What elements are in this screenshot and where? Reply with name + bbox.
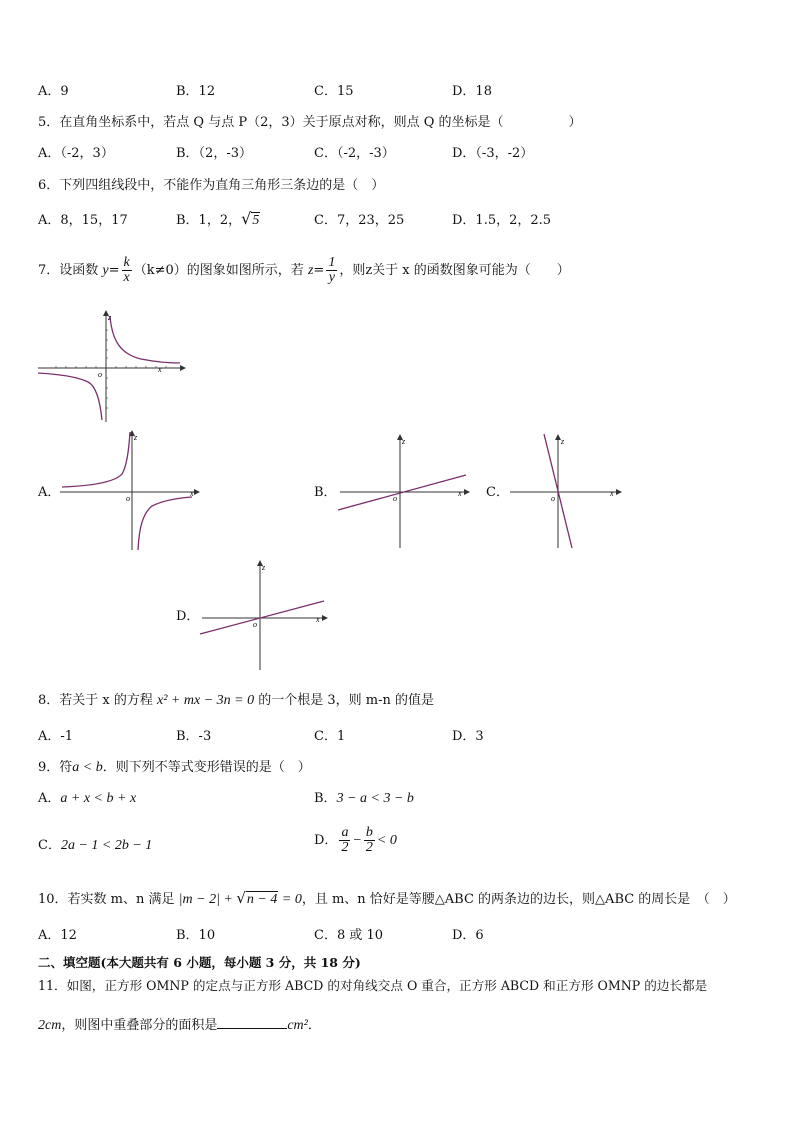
q7-stem — [38, 256, 570, 285]
q9-option-a-label: A． — [38, 791, 61, 806]
q10-option-c: C．8 或 10 — [314, 928, 384, 943]
q7-label-c: C． — [486, 485, 509, 500]
q7-condition: （k≠0）的图象如图所示，若 — [133, 263, 304, 278]
q6-option-b: B．1，2，√5 — [176, 209, 260, 228]
b-o-label: o — [393, 494, 397, 503]
q7-k-over-x — [122, 256, 132, 285]
q7-option-d-graph — [198, 558, 328, 672]
q7-label-a: A． — [38, 485, 61, 500]
q6-option-c: C．7，23，25 — [314, 213, 405, 228]
q7-y2: y — [328, 270, 335, 285]
q9-stem-post: ．则下列不等式变形错误的是（ ） — [102, 760, 311, 775]
q7-option-b-graph — [336, 432, 470, 550]
q6-option-a: A．8，15，17 — [38, 213, 128, 228]
b-x-arrow — [464, 489, 470, 495]
c-x-label: x — [610, 489, 614, 498]
q9-d-two-b: 2 — [365, 840, 373, 855]
q9-d-two-a: 2 — [341, 840, 349, 855]
q9-option-b-label: B． — [314, 791, 337, 806]
q9-condition: a < b — [72, 760, 103, 775]
a-o-label: o — [126, 494, 130, 503]
q5-option-b: B．（2，-3） — [176, 146, 252, 161]
q11-answer-blank[interactable] — [217, 1016, 287, 1029]
q8-stem — [38, 693, 434, 709]
q8-equation: x² + mx − 3n = 0 — [157, 693, 255, 708]
q10-abs: |m − 2| + — [178, 892, 237, 907]
q6-option-b-radicand: 5 — [252, 213, 260, 228]
q7-label-b: B． — [314, 485, 337, 500]
q9-d-b-over-2 — [364, 826, 375, 855]
main-z-label: z — [108, 313, 112, 322]
q8-stem-post: 的一个根是 3，则 m-n 的值是 — [258, 693, 434, 708]
q7-eq2: = — [313, 263, 325, 278]
q10-option-a: A．12 — [38, 928, 77, 943]
q7-number: 7．设函数 — [38, 263, 99, 278]
q7-k: k — [123, 255, 130, 270]
c-z-label: z — [561, 437, 565, 446]
q5-stem: 5．在直角坐标系中，若点 Q 与点 P（2，3）关于原点对称，则点 Q 的坐标是（ ） — [38, 115, 582, 130]
q8-option-a: A．-1 — [38, 729, 74, 744]
q10-stem-pre: 10．若实数 m、n 满足 — [38, 892, 175, 907]
q9-option-a-math: a + x < b + x — [60, 791, 137, 806]
q10-option-d: D．6 — [452, 928, 484, 943]
section-2-heading: 二、填空题(本大题共有 6 小题，每小题 3 分，共 18 分) — [38, 955, 361, 970]
q9-option-d-label: D． — [314, 833, 338, 848]
q7-option-c-graph — [508, 432, 622, 550]
q9-d-tail: < 0 — [376, 833, 397, 848]
a-x-label: x — [190, 489, 194, 498]
q5-option-d: D．（-3，-2） — [452, 146, 534, 161]
q11-line1: 11．如图，正方形 OMNP 的定点与正方形 ABCD 的对角线交点 O 重合，正方形 ABCD 和正方形 OMNP 的边长都是 — [38, 978, 708, 993]
main-curve-q3 — [38, 373, 102, 420]
q9-option-c-label: C． — [38, 838, 61, 853]
q9-option-b — [314, 791, 414, 807]
q9-d-b: b — [365, 825, 373, 840]
q9-d-a-over-2 — [339, 826, 350, 855]
q10-stem-post: ，且 m、n 恰好是等腰△ABC 的两条边的边长，则△ABC 的周长是 （ ） — [301, 892, 736, 907]
c-x-arrow — [616, 489, 622, 495]
q8-stem-pre: 8．若关于 x 的方程 — [38, 693, 153, 708]
q11-unit: cm² — [287, 1018, 308, 1033]
q7-main-graph — [36, 310, 186, 426]
d-x-arrow — [322, 615, 328, 621]
q7-x: x — [123, 270, 130, 285]
q5-option-a: A．（-2，3） — [38, 146, 114, 161]
b-z-label: z — [402, 437, 406, 446]
q11-side-length: 2cm — [38, 1018, 62, 1033]
d-z-label: z — [262, 563, 266, 572]
q10-eqz: = 0 — [278, 892, 302, 907]
q9-option-d — [314, 826, 397, 855]
q7-label-d: D． — [176, 609, 200, 624]
q10-stem: 10．若实数 m、n 满足 |m − 2| + √n − 4 = 0，且 m、n 恰好是等腰△ABC 的两条边的边长，则△ABC 的周长是 （ ） — [38, 889, 736, 907]
main-curve-q1 — [110, 316, 180, 363]
q7-z: z — [307, 263, 314, 278]
q11-line2 — [38, 1016, 321, 1034]
q4-option-c: C．15 — [314, 84, 354, 99]
q7-y: y — [102, 263, 109, 278]
q4-option-b: B．12 — [176, 84, 216, 99]
a-z-label: z — [134, 433, 138, 442]
q5-option-c: C．（-2，-3） — [314, 146, 395, 161]
c-o-label: o — [551, 494, 555, 503]
q7-eq: = — [108, 263, 120, 278]
q6-option-b-prefix: B．1，2， — [176, 213, 242, 228]
main-x-label: x — [158, 365, 162, 374]
q8-option-d: D．3 — [452, 729, 484, 744]
q9-option-a — [38, 791, 136, 807]
q9-option-c-math: 2a − 1 < 2b − 1 — [60, 838, 153, 853]
d-x-label: x — [316, 615, 320, 624]
q11-line2-end: ． — [307, 1018, 321, 1033]
q11-line2-mid: ，则图中重叠部分的面积是 — [61, 1018, 218, 1033]
q9-d-a: a — [341, 825, 349, 840]
q4-option-a: A．9 — [38, 84, 69, 99]
q9-option-c — [38, 838, 152, 854]
q6-stem: 6．下列四组线段中，不能作为直角三角形三条边的是（ ） — [38, 178, 385, 193]
q7-option-a-graph — [58, 428, 200, 552]
b-x-label: x — [458, 489, 462, 498]
q10-radical: n − 4 — [246, 892, 278, 907]
q9-stem — [38, 760, 311, 776]
a-x-arrow — [194, 489, 200, 495]
q7-one: 1 — [328, 255, 336, 270]
q7-one-over-y — [326, 256, 337, 285]
q7-tail: ，则z关于 x 的函数图象可能为（ ） — [339, 263, 570, 278]
q8-option-b: B．-3 — [176, 729, 212, 744]
q9-stem-pre: 9．符 — [38, 760, 73, 775]
q4-option-d: D．18 — [452, 84, 492, 99]
a-curve-q2 — [62, 432, 130, 487]
d-o-label: o — [253, 620, 257, 629]
q9-d-minus: − — [352, 833, 362, 848]
q9-option-b-math: 3 − a < 3 − b — [336, 791, 414, 806]
q8-option-c: C．1 — [314, 729, 346, 744]
q10-option-b: B．10 — [176, 928, 216, 943]
main-o-label: o — [98, 370, 102, 379]
main-x-arrow — [180, 365, 186, 371]
q6-option-d: D．1.5，2，2.5 — [452, 213, 552, 228]
a-curve-q4 — [138, 497, 192, 550]
